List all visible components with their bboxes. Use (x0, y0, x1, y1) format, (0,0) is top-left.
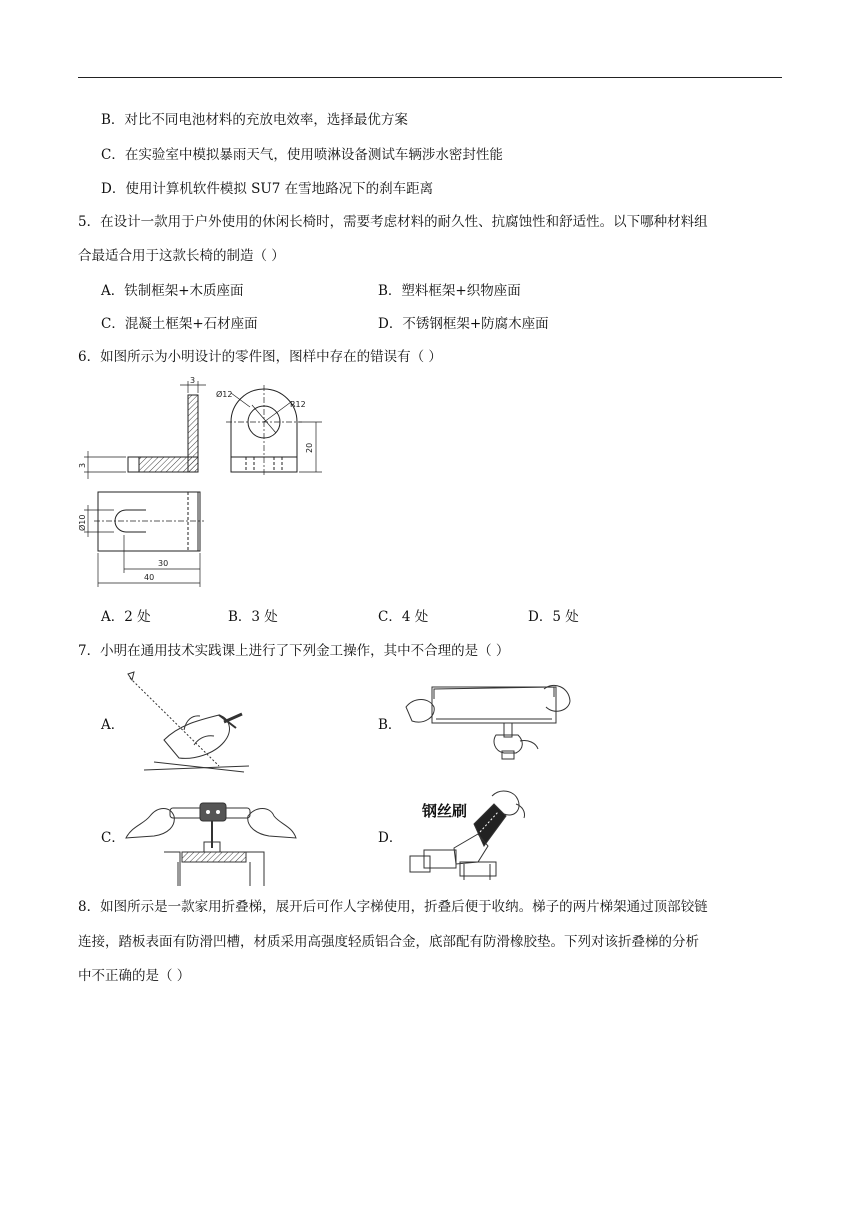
q7-stem: 7．小明在通用技术实践课上进行了下列金工操作，其中不合理的是（ ） (78, 643, 510, 659)
q6-option-a: A．2 处 (101, 609, 151, 625)
q7-label-c: C． (101, 830, 125, 846)
part-drawing-figure (76, 375, 336, 590)
dim-label-20: 20 (305, 442, 314, 453)
q7-label-b: B． (378, 717, 402, 733)
q4-option-b: B．对比不同电池材料的充放电效率，选择最优方案 (101, 112, 408, 128)
q5-option-a: A．铁制框架+木质座面 (101, 283, 244, 299)
q6-option-b: B．3 处 (228, 609, 278, 625)
q7-image-c-tapping (124, 786, 299, 886)
dim-label-3-top: 3 (190, 376, 196, 385)
q8-stem-line2: 连接，踏板表面有防滑凹槽，材质采用高强度轻质铝合金，底部配有防滑橡胶垫。下列对该折叠梯的分析 (78, 934, 699, 950)
top-view-outline (98, 492, 200, 551)
q5-option-c: C．混凝土框架+石材座面 (101, 316, 258, 332)
q7-image-a-scribing (124, 670, 254, 775)
q5-option-b: B．塑料框架+织物座面 (378, 283, 521, 299)
q5-stem-line1: 5．在设计一款用于户外使用的休闲长椅时，需要考虑材料的耐久性、抗腐蚀性和舒适性。以下哪种材料组 (78, 214, 708, 230)
q7-label-a: A． (101, 717, 125, 733)
q4-option-c: C．在实验室中模拟暴雨天气，使用喷淋设备测试车辆涉水密封性能 (101, 147, 503, 163)
q7-caption-wire-brush: 钢丝刷 (422, 802, 468, 820)
q4-option-d: D．使用计算机软件模拟 SU7 在雪地路况下的刹车距离 (101, 181, 434, 197)
q8-stem-line1: 8．如图所示是一款家用折叠梯，展开后可作人字梯使用，折叠后便于收纳。梯子的两片梯架通过顶部铰链 (78, 899, 708, 915)
dim-label-3-left: 3 (78, 462, 87, 468)
header-rule (78, 77, 782, 78)
dim-label-30: 30 (158, 559, 169, 568)
dim-label-40: 40 (144, 573, 155, 582)
q8-stem-line3: 中不正确的是（ ） (78, 968, 191, 984)
q6-option-d: D．5 处 (528, 609, 579, 625)
q5-option-d: D．不锈钢框架+防腐木座面 (378, 316, 549, 332)
q6-option-c: C．4 处 (378, 609, 429, 625)
q7-label-d: D． (378, 830, 403, 846)
dim-label-r12: R12 (290, 400, 306, 409)
dim-label-dia10: Ø10 (78, 514, 87, 531)
q5-stem-line2: 合最适合用于这款长椅的制造（ ） (78, 248, 285, 264)
q6-stem: 6．如图所示为小明设计的零件图，图样中存在的错误有（ ） (78, 349, 442, 365)
dim-label-dia12: Ø12 (216, 390, 233, 399)
q7-image-b-hacksaw (404, 677, 572, 762)
q7-image-d-wire-brush (404, 784, 529, 884)
